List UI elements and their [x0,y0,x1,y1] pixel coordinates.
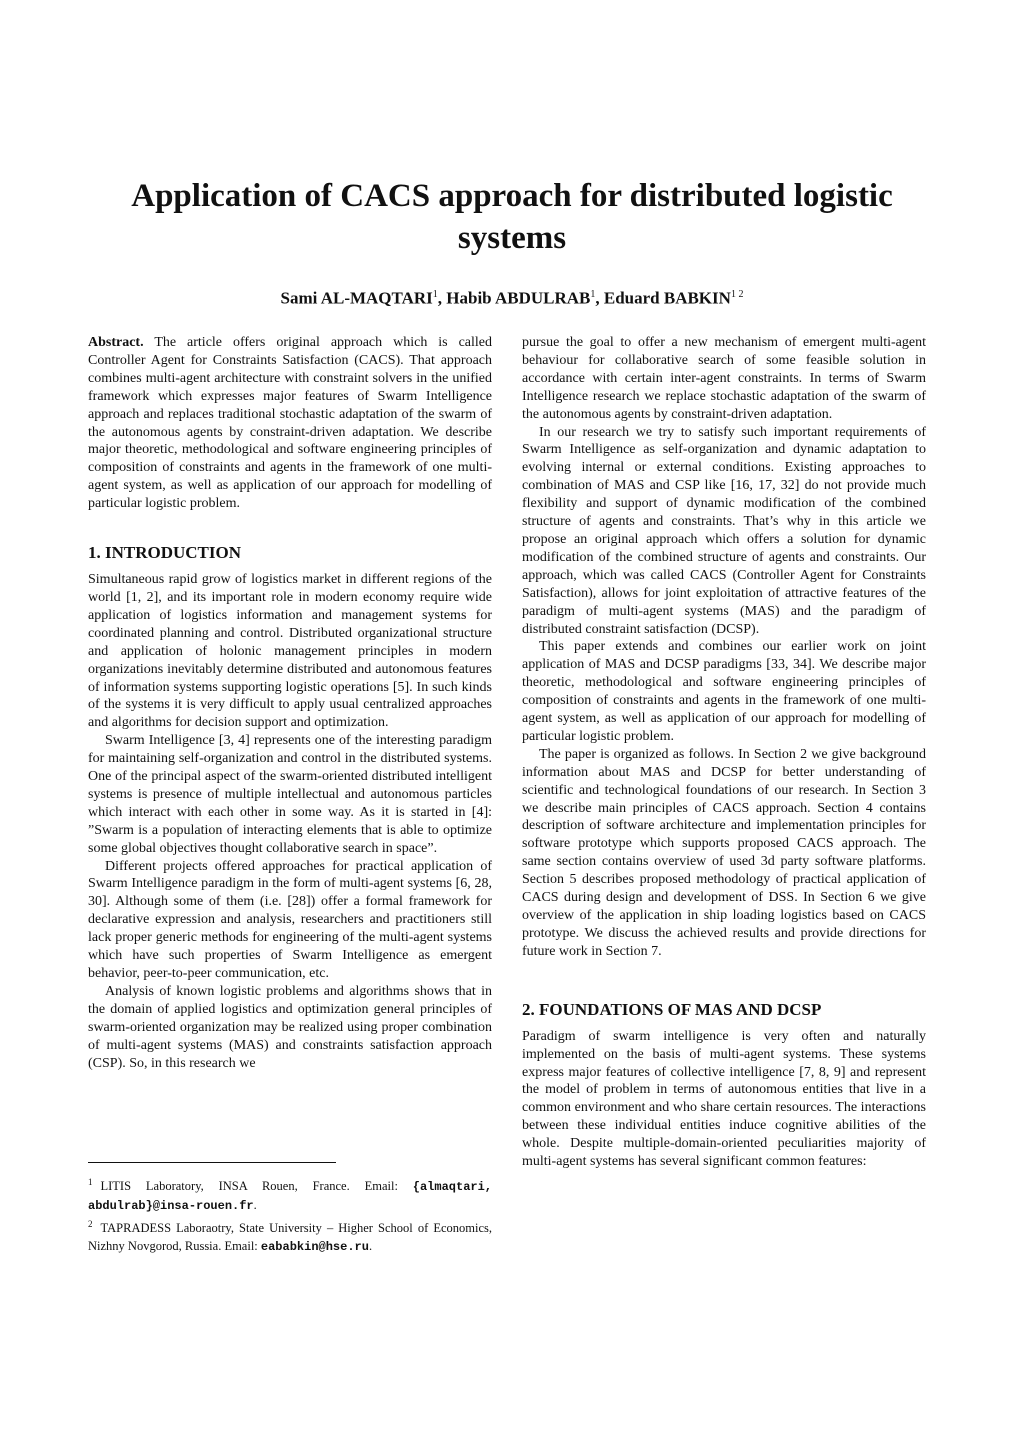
author-list [80,282,944,312]
paragraph: Different projects offered approaches for practical application of Swarm Intelligence paradigm in the form of multi-agent systems [6, 28, 30]. Although some of them (i.e. [28]) offer a formal framework for declarative expression and analysis, researchers and practitioners still lack proper generic methods for engineering of the multi-agent systems which have such properties of Swarm Intelligence as emergent behavior, peer-to-peer communication, etc. [88,858,492,981]
paragraph: This paper extends and combines our earlier work on joint application of MAS and DCSP paradigms [33, 34]. We describe major theoretic, methodological and software engineering principles of composition of constraints and agents in the framework of one multi-agent system, as well as application of our approach for modelling of particular logistic problem. [522,639,926,744]
author-separator: , [437,288,447,308]
paragraph: pursue the goal to offer a new mechanism of emergent multi-agent behaviour for collaborative search of some feasible solution in accordance with certain inter-agent constraints. In terms of Swarm Intelligence research we replace stochastic adaptation of the swarm of the autonomous agents by constraint-driven adaptation. [522,335,926,422]
author-name: Eduard BABKIN [603,288,731,308]
section-heading-introduction: 1. INTRODUCTION [88,543,242,563]
footnote-end: . [253,1198,257,1213]
footnote [88,1173,492,1215]
footnote-mark: 1 [88,1177,93,1187]
affiliation-mark: 1 [432,289,438,300]
footnote [88,1215,492,1256]
email-address: eababkin@hse.ru [260,1240,369,1255]
author-separator: , [595,288,604,308]
paragraph: In our research we try to satisfy such important requirements of Swarm Intelligence as self-organization and dynamic adaptation to evolving internal or external conditions. Existing approaches to combination of MAS and CSP like [16, 17, 32] do not provide much flexibility and support of dynamic modification of the combined structure of agents and constraints. That’s why in this article we propose an original approach which offers a solution for dynamic modification of the combined structure of agents and constraints. Our approach, which was called CACS (Controller Agent for Constraints Satisfaction), allows for joint exploitation of attractive features of the paradigm of multi-agent systems (MAS) and the paradigm of distributed constraint satisfaction (DCSP). [522,424,926,637]
paragraph: Simultaneous rapid grow of logistics market in different regions of the world [1, 2], and its important role in modern economy require wide application of logistics information and management systems for coordinated planning and control. Distributed organizational structure and application of holonic management principles in modern organizations inevitably determine distributed and autonomous features of information systems supporting logistic operations [5]. In such kinds of the systems it is very difficult to apply usual centralized approaches and algorithms for decision support and optimization. [88,572,492,731]
footnote-mark: 2 [88,1219,93,1230]
left-column [88,334,492,1072]
abstract-label: Abstract. [88,335,144,350]
paragraph: Paradigm of swarm intelligence is very often and naturally implemented on the basis of multi-agent systems. These systems express major features of collective intelligence [7, 8, 9] and represent the model of problem in terms of autonomous entities that live in a common environment and who share certain resources. The interactions between these individual entities induce cognitive abilities of the whole. Despite multiple-domain-oriented peculiarities majority of multi-agent systems has several significant common features: [522,1028,926,1170]
paragraph: Swarm Intelligence [3, 4] represents one of the interesting paradigm for maintaining self-organization and control in the distributed systems. One of the principal aspect of the swarm-oriented distributed intelligent systems is presence of multiple intellectual and autonomous particles which interact with each other in some way. As it is started in [4]: ”Swarm is a population of interacting elements that is able to optimize some global objectives thought collaborative search in space”. [88,733,492,856]
author-name: Sami AL-MAQTARI [280,288,433,308]
right-column [522,334,926,1171]
paragraph: The paper is organized as follows. In Section 2 we give background information about MAS and DCSP for better understanding of scientific and technological foundations of our research. In Section 3 we describe main principles of CACS approach. Section 4 contains description of software architecture and implementation principles for software prototype which supports proposed CACS approach. The same section contains overview of used 3d party software platforms. Section 5 describes proposed methodology of practical application of CACS during design and development of DSS. In Section 6 we give overview of the application in ship loading logistics based on CACS prototype. We discuss the achieved results and provide directions for future work in Section 7. [522,746,926,959]
paper-title: Application of CACS approach for distributed logistic systems [131,178,893,256]
abstract [88,334,492,513]
affiliation-mark: 1 2 [730,289,744,300]
footnote-text: LITIS Laboratory, INSA Rouen, France. Email: [100,1179,413,1194]
author-name: Habib ABDULRAB [446,288,591,308]
footnote-rule [88,1162,336,1163]
email-address: {almaqtari, abdulrab}@insa-rouen.fr [88,1180,492,1214]
footnotes [88,1162,492,1256]
affiliation-mark: 1 [590,289,596,300]
footnote-end: . [368,1239,373,1254]
footnote-text: TAPRADESS Laboraotry, State University – Higher School of Economics, Nizhny Novgorod, Russia. Email: [88,1221,492,1254]
section-heading-foundations: 2. FOUNDATIONS OF MAS AND DCSP [522,999,822,1019]
abstract-text: The article offers original approach which is called Controller Agent for Constraints Satisfaction (CACS). That approach combines multi-agent architecture with constraint solvers in the unified framework which expresses major features of Swarm Intelligence approach and replaces traditional stochastic adaptation of the swarm of the autonomous agents by constraint-driven adaptation. We describe major theoretic, methodological and software engineering principles of composition of constraints and agents in the framework of one multi-agent system, as well as application of our approach for modelling of particular logistic problem. [88,335,492,512]
paragraph: Analysis of known logistic problems and algorithms shows that in the domain of applied logistics and optimization general principles of swarm-oriented organization may be realized using proper combination of multi-agent systems (MAS) and constraints satisfaction approach (CSP). So, in this research we [88,983,492,1071]
